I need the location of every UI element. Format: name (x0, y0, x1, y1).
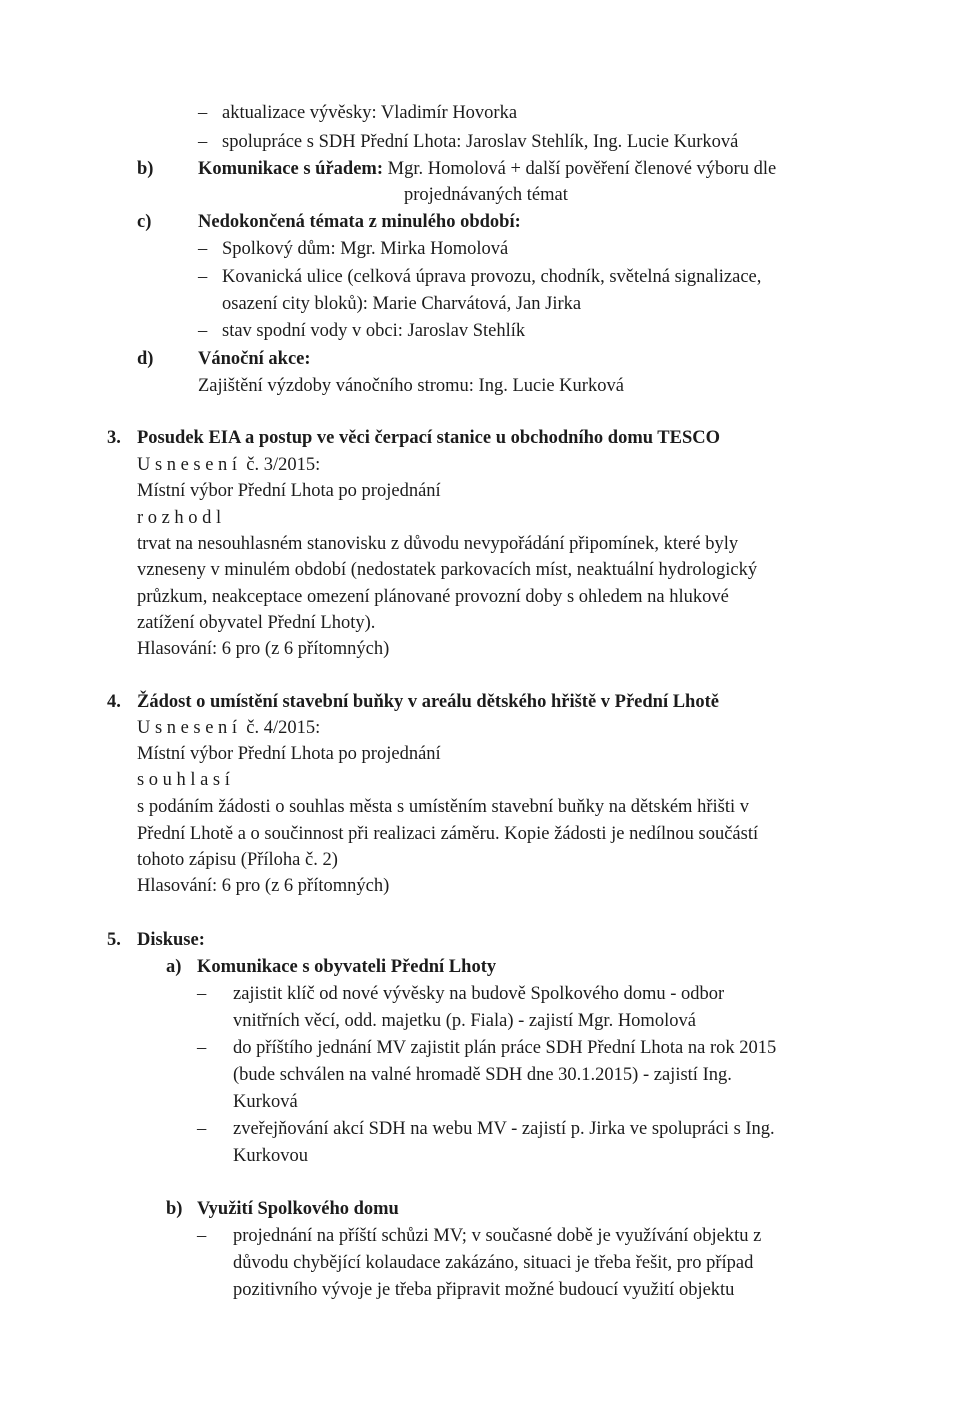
section-4-body-line: Přední Lhotě a o součinnost při realizaci záměru. Kopie žádosti je nedílnou součástí (137, 824, 759, 844)
item-b-heading: Komunikace s úřadem: (198, 159, 383, 179)
discussion-bullet-cont: vnitřních věcí, odd. majetku (p. Fiala) - zajistí Mgr. Homolová (233, 1011, 696, 1031)
discussion-bullet-cont: Kurkovou (233, 1146, 309, 1166)
discussion-bullet-cont: pozitivního vývoje je třeba připravit možné budoucí využití objektu (233, 1280, 735, 1300)
item-b-continuation: projednávaných témat (404, 185, 568, 205)
item-letter-c: c) (137, 212, 152, 232)
section-3-body-line: zatížení obyvatel Přední Lhoty). (137, 613, 376, 633)
section-4-intro: Místní výbor Přední Lhota po projednání (137, 744, 441, 764)
section-3-verb: rozhodl (137, 508, 226, 528)
section-4-number: 4. (107, 692, 121, 712)
section-3-vote: Hlasování: 6 pro (z 6 přítomných) (137, 639, 390, 659)
section-5-number: 5. (107, 930, 121, 950)
item-c-heading: Nedokončená témata z minulého období: (198, 212, 521, 232)
section-3-resolution: Usnesení č. 3/2015: (137, 455, 321, 475)
section-3-body-line: trvat na nesouhlasném stanovisku z důvodu nevypořádání připomínek, které byly (137, 534, 739, 554)
sub-b-heading: Využití Spolkového domu (197, 1199, 399, 1219)
discussion-bullet-cont: Kurková (233, 1092, 298, 1112)
item-d-heading: Vánoční akce: (198, 349, 311, 369)
dash: – (198, 132, 208, 152)
sub-a-letter: a) (166, 957, 182, 977)
sub-a-heading: Komunikace s obyvateli Přední Lhoty (197, 957, 497, 977)
discussion-bullet: – zajistit klíč od nové vývěsky na budově Spolkového domu - odbor (197, 984, 725, 1004)
section-4-vote: Hlasování: 6 pro (z 6 přítomných) (137, 876, 390, 896)
dash: – (198, 103, 208, 123)
section-4-body-line: tohoto zápisu (Příloha č. 2) (137, 850, 338, 870)
section-4-resolution: Usnesení č. 4/2015: (137, 718, 321, 738)
section-4-verb: souhlasí (137, 770, 235, 790)
discussion-bullet-cont: důvodu chybějící kolaudace zakázáno, situaci je třeba řešit, pro případ (233, 1253, 754, 1273)
section-3-title: Posudek EIA a postup ve věci čerpací stanice u obchodního domu TESCO (137, 428, 721, 448)
section-3-number: 3. (107, 428, 121, 448)
discussion-bullet-cont: (bude schválen na valné hromadě SDH dne 30.1.2015) - zajistí Ing. (233, 1065, 732, 1085)
bullet-spolkovy-dum: – Spolkový dům: Mgr. Mirka Homolová (198, 239, 509, 259)
item-d-text: Zajištění výzdoby vánočního stromu: Ing. Lucie Kurková (198, 376, 624, 396)
bullet-kovanicka-cont: osazení city bloků): Marie Charvátová, Jan Jirka (222, 294, 582, 314)
section-5-title: Diskuse: (137, 930, 205, 950)
bullet-spodni-voda: – stav spodní vody v obci: Jaroslav Stehlík (198, 321, 526, 341)
section-3-body-line: průzkum, neakceptace omezení plánované provozní doby s ohledem na hlukové (137, 587, 729, 607)
section-3-body-line: vzneseny v minulém období (nedostatek parkovacích míst, neaktuální hydrologický (137, 560, 758, 580)
item-b-line: Komunikace s úřadem: Mgr. Homolová + další pověření členové výboru dle (198, 159, 777, 179)
item-letter-b: b) (137, 159, 154, 179)
item-letter-d: d) (137, 349, 154, 369)
bullet-sdh: – spolupráce s SDH Přední Lhota: Jaroslav Stehlík, Ing. Lucie Kurková (198, 132, 739, 152)
sub-b-letter: b) (166, 1199, 183, 1219)
section-4-title: Žádost o umístění stavební buňky v areálu dětského hřiště v Přední Lhotě (137, 692, 719, 712)
discussion-bullet: – projednání na příští schůzi MV; v současné době je využívání objektu z (197, 1226, 762, 1246)
bullet-kovanicka: – Kovanická ulice (celková úprava provozu, chodník, světelná signalizace, (198, 267, 762, 287)
section-4-body-line: s podáním žádosti o souhlas města s umístěním stavební buňky na dětském hřišti v (137, 797, 749, 817)
section-3-intro: Místní výbor Přední Lhota po projednání (137, 481, 441, 501)
discussion-bullet: – do příštího jednání MV zajistit plán práce SDH Přední Lhota na rok 2015 (197, 1038, 777, 1058)
discussion-bullet: – zveřejňování akcí SDH na webu MV - zajistí p. Jirka ve spolupráci s Ing. (197, 1119, 775, 1139)
bullet-vyveska: – aktualizace vývěsky: Vladimír Hovorka (198, 103, 518, 123)
